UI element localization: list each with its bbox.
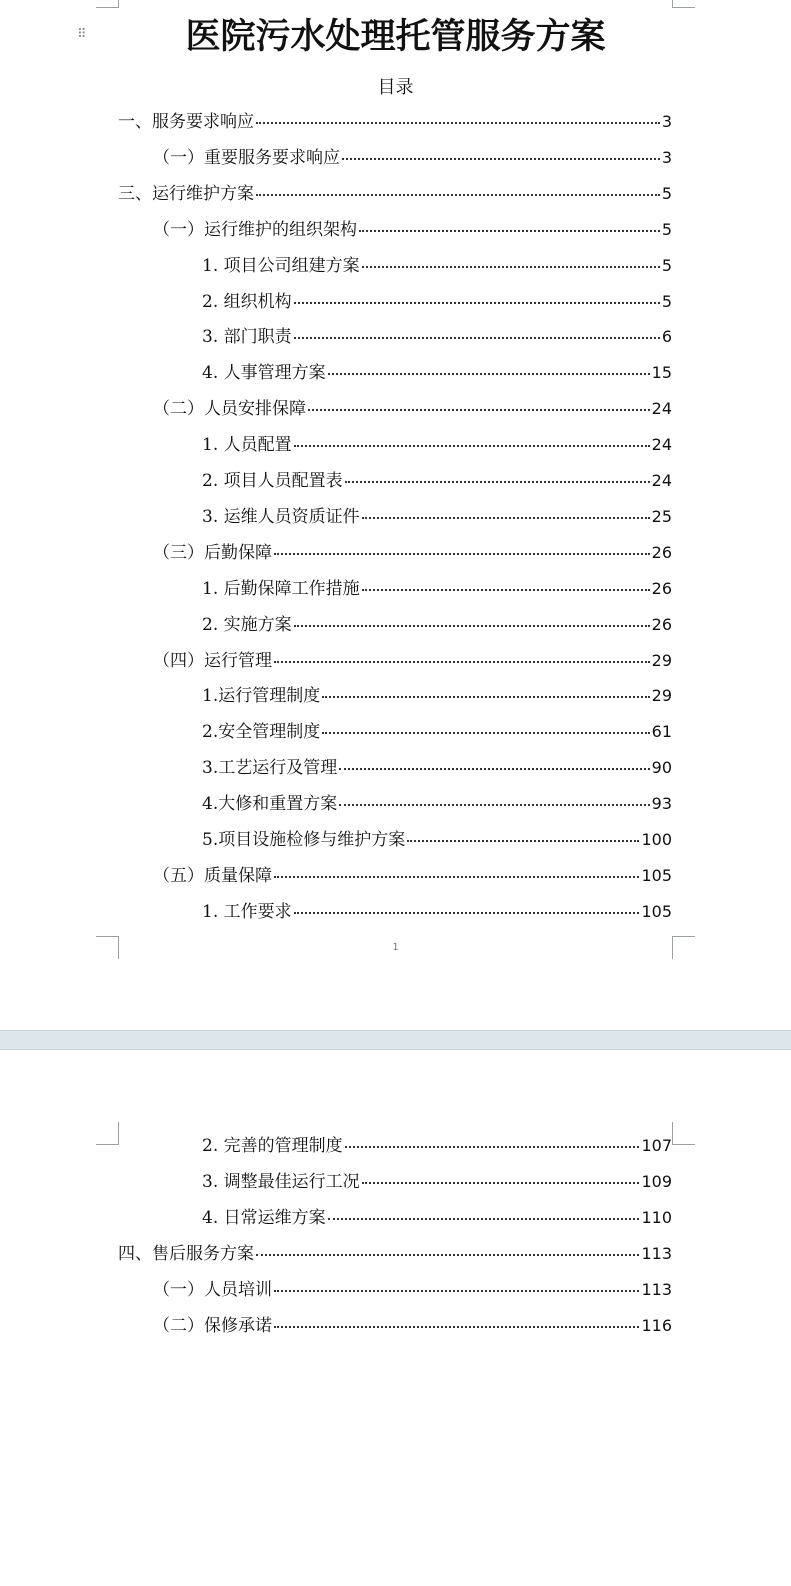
toc-entry-label: （一）重要服务要求响应	[153, 147, 340, 168]
toc-entry-page-number: 116	[641, 1315, 672, 1335]
toc-entry[interactable]	[202, 792, 672, 816]
toc-entry-label: 2. 实施方案	[202, 614, 292, 635]
toc-entry[interactable]	[202, 469, 672, 493]
toc-entry-page-number: 93	[651, 794, 672, 814]
toc-entry[interactable]	[202, 828, 672, 852]
toc-entry-page-number: 5	[661, 219, 672, 239]
toc-dot-leader	[274, 876, 639, 878]
toc-dot-leader	[256, 122, 660, 124]
drag-handle-icon[interactable]: ⠿	[77, 27, 86, 42]
toc-heading[interactable]: 目录	[377, 77, 414, 98]
toc-dot-leader	[345, 1146, 640, 1148]
toc-entry-page-number: 29	[651, 650, 672, 670]
toc-dot-leader	[362, 266, 660, 268]
toc-entry-label: 3. 运维人员资质证件	[202, 506, 360, 527]
toc-entry-label: 2.安全管理制度	[202, 722, 321, 743]
toc-entry[interactable]	[202, 254, 672, 278]
toc-entry[interactable]	[202, 433, 672, 457]
toc-entry-label: 1. 后勤保障工作措施	[202, 578, 360, 599]
toc-dot-leader	[294, 912, 640, 914]
toc-entry-page-number: 113	[641, 1243, 672, 1263]
toc-entry-label: 1. 项目公司组建方案	[202, 255, 360, 276]
toc-entry-label: 四、售后服务方案	[118, 1243, 254, 1264]
toc-entry-label: （二）保修承诺	[153, 1315, 272, 1336]
toc-entry-page-number: 90	[651, 758, 672, 778]
toc-entry-page-number: 25	[651, 506, 672, 526]
toc-dot-leader	[362, 1182, 640, 1184]
toc-dot-leader	[362, 517, 650, 519]
toc-dot-leader	[294, 337, 660, 339]
toc-dot-leader	[274, 661, 650, 663]
toc-entry[interactable]	[118, 1242, 672, 1266]
toc-entry-label: 一、服务要求响应	[118, 112, 254, 132]
toc-entry-page-number: 5	[661, 183, 672, 203]
toc-entry-page-number: 24	[651, 435, 672, 455]
toc-dot-leader	[328, 1218, 640, 1220]
toc-entry-page-number: 105	[641, 865, 672, 885]
toc-entry[interactable]	[153, 1278, 672, 1302]
toc-entry-label: 4.大修和重置方案	[202, 794, 338, 815]
toc-dot-leader	[339, 804, 649, 806]
toc-entry-page-number: 113	[641, 1279, 672, 1299]
toc-entry-label: 2. 组织机构	[202, 291, 292, 312]
toc-entry-label: 2. 完善的管理制度	[202, 1136, 343, 1156]
toc-dot-leader	[294, 302, 660, 304]
toc-dot-leader	[308, 409, 650, 411]
toc-entry[interactable]	[202, 577, 672, 601]
toc-entry[interactable]	[202, 720, 672, 744]
toc-dot-leader	[294, 445, 650, 447]
toc-entry-label: 4. 人事管理方案	[202, 363, 326, 384]
toc-entry-page-number: 29	[651, 686, 672, 706]
toc-entry[interactable]	[153, 218, 672, 242]
toc-entry-page-number: 24	[651, 399, 672, 419]
toc-entry-label: 3. 调整最佳运行工况	[202, 1171, 360, 1192]
toc-entry-page-number: 6	[661, 327, 672, 347]
toc-entry-label: （五）质量保障	[153, 865, 272, 886]
margin-corner-mark	[96, 1122, 119, 1145]
toc-dot-leader	[362, 589, 650, 591]
toc-entry-label: 5.项目设施检修与维护方案	[202, 830, 406, 850]
toc-entry-page-number: 5	[661, 255, 672, 275]
toc-dot-leader	[256, 1254, 639, 1256]
document-page-2	[0, 1050, 791, 1586]
toc-entry-page-number: 5	[661, 291, 672, 311]
toc-entry[interactable]	[202, 325, 672, 349]
toc-entry[interactable]	[153, 146, 672, 170]
toc-dot-leader	[322, 696, 649, 698]
toc-entry-page-number: 107	[641, 1136, 672, 1155]
toc-entry-label: （二）人员安排保障	[153, 399, 306, 420]
toc-entry-label: 3.工艺运行及管理	[202, 758, 338, 779]
toc-dot-leader	[339, 768, 649, 770]
toc-entry-page-number: 26	[651, 614, 672, 634]
toc-entry-page-number: 3	[661, 112, 672, 131]
toc-entry-label: 1.运行管理制度	[202, 686, 321, 707]
toc-entry[interactable]	[202, 1170, 672, 1194]
toc-entry-page-number: 105	[641, 901, 672, 921]
toc-entry-label: （三）后勤保障	[153, 542, 272, 563]
toc-dot-leader	[345, 481, 650, 483]
toc-entry[interactable]	[202, 684, 672, 708]
toc-entry[interactable]	[202, 290, 672, 314]
toc-dot-leader	[328, 373, 650, 375]
margin-corner-mark	[96, 0, 119, 8]
margin-corner-mark	[672, 0, 695, 8]
toc-dot-leader	[342, 158, 660, 160]
toc-entry-label: （一）运行维护的组织架构	[153, 219, 357, 240]
toc-dot-leader	[274, 1326, 639, 1328]
toc-entry[interactable]	[118, 182, 672, 206]
toc-entry-label: （一）人员培训	[153, 1279, 272, 1300]
toc-entry[interactable]	[153, 864, 672, 888]
toc-entry-page-number: 15	[651, 363, 672, 383]
toc-entry-page-number: 24	[651, 471, 672, 490]
toc-entry-label: 1. 人员配置	[202, 435, 292, 456]
toc-entry[interactable]	[153, 649, 672, 673]
toc-entry-label: 1. 工作要求	[202, 901, 292, 922]
toc-entry[interactable]	[153, 397, 672, 421]
toc-entry-page-number: 26	[651, 578, 672, 598]
toc-entry[interactable]	[202, 900, 672, 924]
toc-entry[interactable]	[153, 1314, 672, 1338]
toc-entry-page-number: 110	[641, 1207, 672, 1227]
document-title[interactable]: 医院污水处理托管服务方案	[185, 16, 606, 57]
toc-entry-page-number: 100	[641, 830, 672, 849]
page-number: 1	[392, 942, 399, 953]
toc-dot-leader	[256, 194, 660, 196]
toc-entry-page-number: 109	[641, 1171, 672, 1191]
toc-entry[interactable]	[202, 1206, 672, 1230]
page-separator	[0, 1030, 791, 1050]
margin-corner-mark	[672, 1122, 695, 1145]
toc-dot-leader	[274, 553, 650, 555]
toc-entry[interactable]	[202, 361, 672, 385]
toc-entry[interactable]	[202, 1134, 672, 1158]
toc-entry[interactable]	[202, 505, 672, 529]
toc-dot-leader	[407, 840, 639, 842]
toc-dot-leader	[322, 732, 649, 734]
toc-dot-leader	[274, 1290, 639, 1292]
toc-entry-label: （四）运行管理	[153, 650, 272, 671]
toc-entry[interactable]	[118, 110, 672, 134]
toc-dot-leader	[359, 230, 660, 232]
toc-entry[interactable]	[202, 756, 672, 780]
toc-entry-page-number: 26	[651, 542, 672, 562]
toc-entry-label: 4. 日常运维方案	[202, 1207, 326, 1228]
toc-entry[interactable]	[202, 613, 672, 637]
toc-dot-leader	[294, 625, 650, 627]
toc-entry[interactable]	[153, 541, 672, 565]
toc-entry-page-number: 3	[661, 147, 672, 167]
toc-entry-label: 三、运行维护方案	[118, 183, 254, 204]
toc-entry-label: 3. 部门职责	[202, 327, 292, 348]
toc-entry-label: 2. 项目人员配置表	[202, 471, 343, 491]
toc-entry-page-number: 61	[651, 722, 672, 742]
